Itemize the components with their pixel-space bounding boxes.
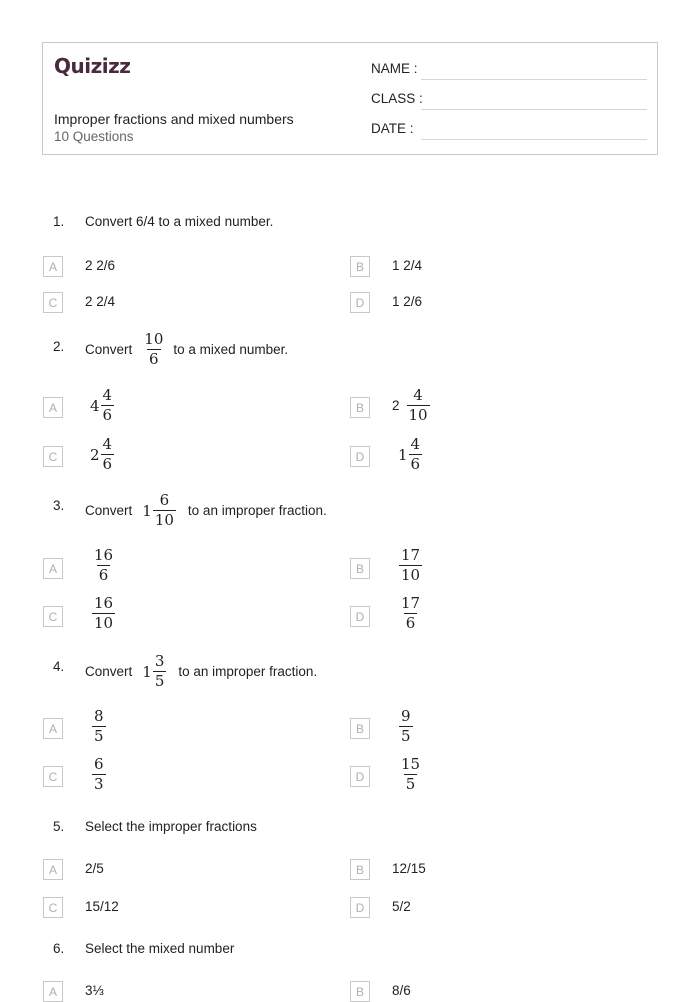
fraction-numerator: 4 [102,435,113,453]
option-b[interactable] [392,388,434,423]
fraction [101,437,115,472]
question-text-post: to a mixed number. [173,342,289,357]
mixed-whole: 1 [142,662,152,681]
option-letter-a[interactable]: A [43,256,63,277]
fraction-numerator: 17 [401,594,421,612]
fraction [399,709,413,744]
option-letter-d[interactable]: D [350,766,370,787]
fraction-numerator: 10 [144,330,164,348]
option-a[interactable] [88,709,110,744]
fraction-denominator: 10 [154,511,174,529]
fraction-denominator: 10 [94,614,114,632]
option-letter-a[interactable]: A [43,397,63,418]
option-letter-d[interactable]: D [350,897,370,918]
class-label: CLASS : [371,91,423,106]
fraction [399,596,422,631]
option-letter-b[interactable]: B [350,397,370,418]
fraction-numerator: 6 [94,755,104,773]
option-letter-a[interactable]: A [43,859,63,880]
option-d[interactable]: 1 2/6 [392,294,423,309]
fraction-numerator: 4 [410,435,421,453]
worksheet-title: Improper fractions and mixed numbers [54,111,294,127]
mixed-whole: 2 [392,398,400,413]
mixed-whole: 2 [90,445,100,464]
fraction [142,332,165,367]
question-text: Select the improper fractions [85,819,257,834]
option-b[interactable]: 8/6 [392,983,411,998]
question-number: 2. [53,339,65,354]
question-text: Convert 6/4 to a mixed number. [85,214,274,229]
fraction [92,709,106,744]
fraction-denominator: 6 [102,455,113,473]
option-letter-b[interactable]: B [350,256,370,277]
question-number: 3. [53,498,65,513]
fraction-denominator: 6 [149,350,159,368]
option-d[interactable] [395,596,426,631]
fraction-denominator: 6 [102,406,113,424]
question-text-pre: Convert [85,342,133,357]
option-a[interactable] [90,388,118,423]
option-a[interactable]: 2 2/6 [85,258,116,273]
option-c[interactable]: 2 2/4 [85,294,116,309]
option-letter-a[interactable]: A [43,718,63,739]
fraction-denominator: 10 [408,406,428,424]
option-letter-b[interactable]: B [350,981,370,1002]
fraction-numerator: 8 [94,707,104,725]
option-d[interactable] [395,757,426,792]
fraction [101,388,115,423]
option-a[interactable]: 3⅓ [85,983,104,998]
option-c[interactable] [88,757,110,792]
option-letter-d[interactable]: D [350,292,370,313]
option-d[interactable]: 5/2 [392,899,411,914]
fraction-numerator: 15 [401,755,421,773]
class-field[interactable] [421,109,647,110]
option-c[interactable] [88,596,119,631]
option-letter-c[interactable]: C [43,446,63,467]
option-letter-d[interactable]: D [350,606,370,627]
option-d[interactable] [398,437,426,472]
option-letter-d[interactable]: D [350,446,370,467]
question-number: 4. [53,659,65,674]
option-b[interactable]: 1 2/4 [392,258,423,273]
fraction-denominator: 5 [94,727,104,745]
fraction-numerator: 4 [413,386,423,404]
fraction-numerator: 17 [401,546,421,564]
fraction-denominator: 10 [401,566,421,584]
fraction [153,654,167,689]
fraction-numerator: 3 [154,652,165,670]
fraction-denominator: 5 [154,672,165,690]
question-text-pre: Convert [85,664,133,679]
fraction-denominator: 6 [410,455,421,473]
worksheet-header [42,42,658,155]
option-letter-b[interactable]: B [350,859,370,880]
fraction [92,548,115,583]
question-text: Select the mixed number [85,941,235,956]
question-text-post: to an improper fraction. [187,503,327,518]
fraction-denominator: 5 [401,727,411,745]
name-label: NAME : [371,61,418,76]
question-text [85,654,317,689]
fraction [92,757,106,792]
fraction [399,548,422,583]
option-letter-c[interactable]: C [43,606,63,627]
fraction-denominator: 6 [405,614,416,632]
question-count: 10 Questions [54,129,134,144]
fraction-numerator: 16 [94,546,114,564]
option-b[interactable] [395,709,417,744]
option-letter-c[interactable]: C [43,766,63,787]
mixed-whole: 4 [90,396,100,415]
option-letter-a[interactable]: A [43,558,63,579]
fraction-numerator: 9 [401,707,411,725]
date-label: DATE : [371,121,414,136]
option-c[interactable] [90,437,118,472]
option-a[interactable] [88,548,119,583]
fraction [92,596,115,631]
option-a[interactable]: 2/5 [85,861,104,876]
fraction-numerator: 6 [159,491,170,509]
fraction-numerator: 16 [94,594,114,612]
option-letter-b[interactable]: B [350,558,370,579]
option-letter-a[interactable]: A [43,981,63,1002]
question-text-pre: Convert [85,503,133,518]
question-text [85,493,327,528]
question-text-post: to an improper fraction. [178,664,318,679]
date-field[interactable] [421,139,647,140]
fraction-denominator: 5 [405,775,416,793]
quizizz-logo: Quizizz [54,54,131,78]
option-b[interactable] [395,548,426,583]
question-number: 5. [53,819,65,834]
question-number: 6. [53,941,65,956]
fraction-denominator: 3 [94,775,104,793]
option-letter-b[interactable]: B [350,718,370,739]
option-c[interactable]: 15/12 [85,899,119,914]
fraction-numerator: 4 [102,386,113,404]
name-field[interactable] [421,79,647,80]
fraction [399,757,422,792]
option-b[interactable]: 12/15 [392,861,426,876]
mixed-whole: 1 [142,501,152,520]
fraction [407,388,430,423]
mixed-whole: 1 [398,445,408,464]
option-letter-c[interactable]: C [43,292,63,313]
option-letter-c[interactable]: C [43,897,63,918]
question-number: 1. [53,214,65,229]
fraction [409,437,423,472]
question-text [85,332,288,367]
fraction-denominator: 6 [98,566,109,584]
fraction [153,493,176,528]
